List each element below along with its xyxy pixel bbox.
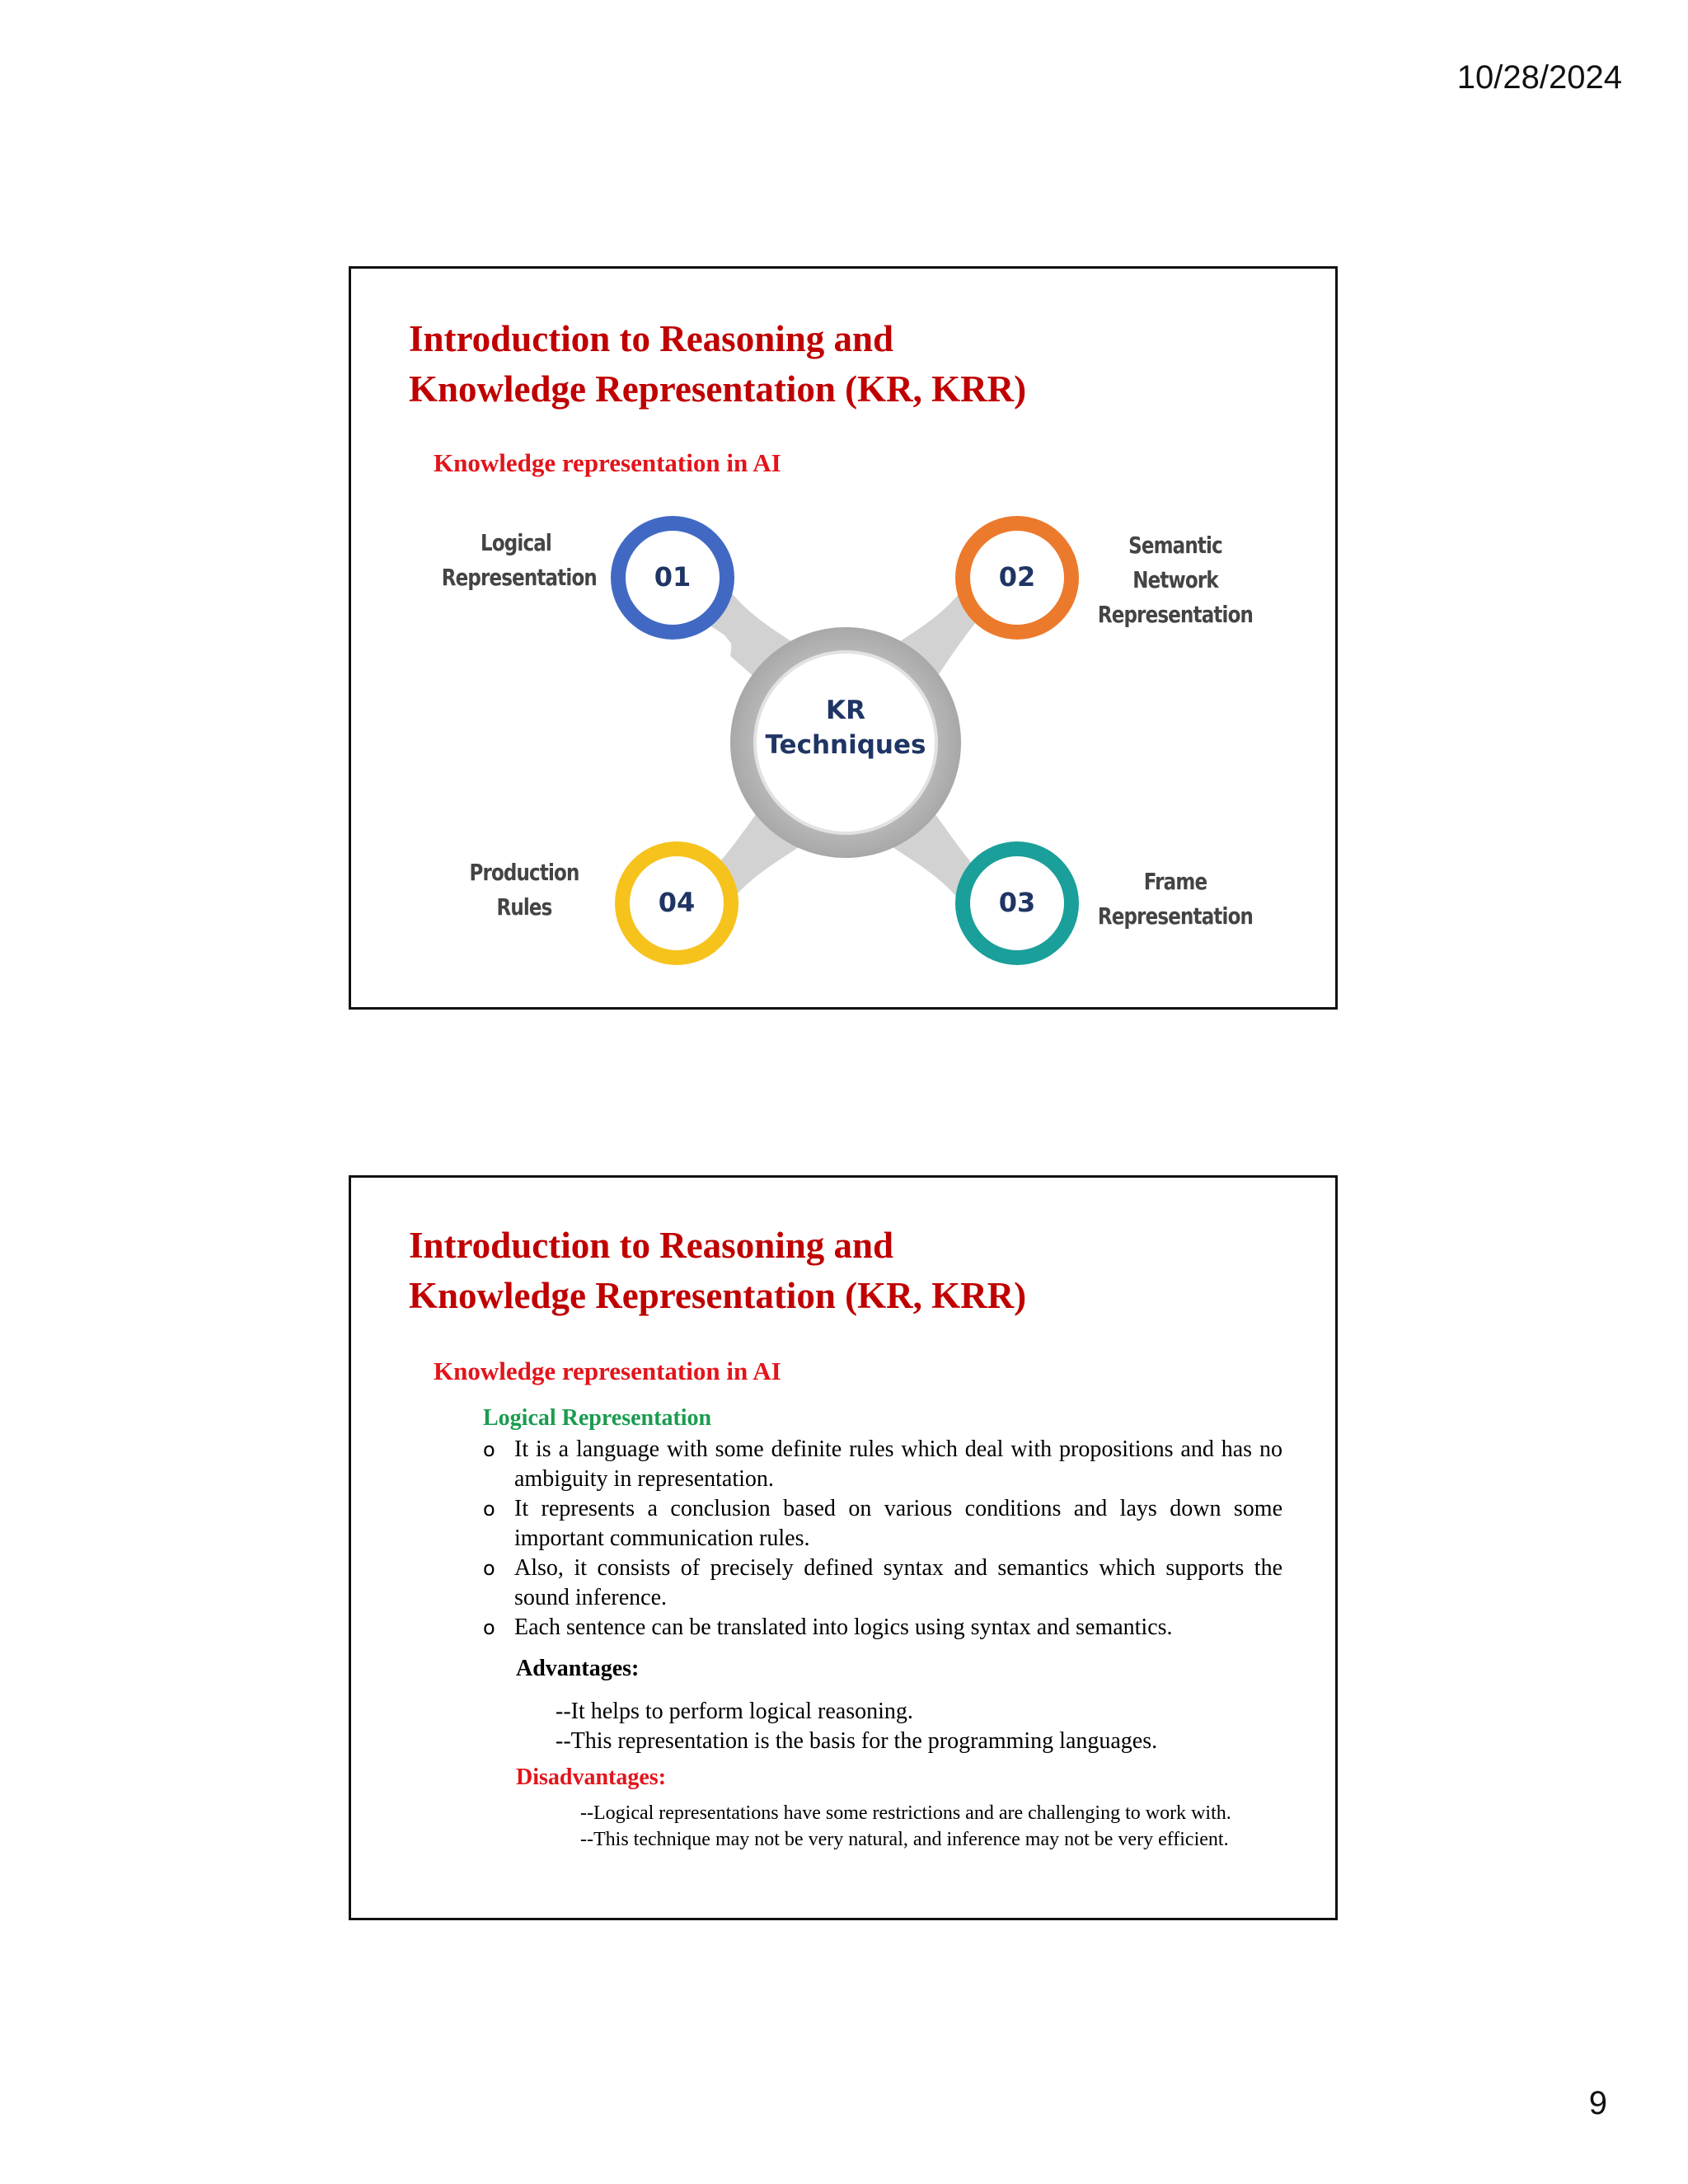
node-02-label-line-1: Semantic	[1128, 532, 1222, 559]
bullet-marker: o	[483, 1497, 495, 1521]
bullet-text: It is a language with some definite rules which deal with propositions and has no ambiguity in representation.	[514, 1436, 1282, 1492]
node-02-label-line-3: Representation	[1097, 601, 1254, 628]
slide-subheading: Knowledge representation in AI	[434, 448, 781, 477]
bullet-marker: o	[483, 1438, 495, 1461]
advantages-list	[556, 1697, 1157, 1756]
node-03-label-line-1: Frame	[1143, 868, 1207, 895]
bullet-text: It represents a conclusion based on various conditions and lays down some important communication rules.	[514, 1496, 1282, 1551]
node-04-label-line-1: Production	[469, 859, 579, 886]
page-date: 10/28/2024	[1456, 59, 1622, 96]
node-02-number: 02	[998, 561, 1036, 593]
center-label-line-1: KR	[826, 696, 865, 725]
node-02-label-line-2: Network	[1132, 566, 1218, 593]
list-item: --It helps to perform logical reasoning.	[556, 1699, 913, 1724]
list-item	[483, 1613, 1282, 1643]
bullet-text: Each sentence can be translated into logics using syntax and semantics.	[514, 1615, 1173, 1640]
slide-title-line-1: Introduction to Reasoning and	[409, 318, 894, 359]
slide-title-line-1: Introduction to Reasoning and	[409, 1225, 894, 1266]
center-label-line-2: Techniques	[765, 730, 926, 760]
center-label	[747, 693, 945, 762]
node-02-label	[1095, 528, 1257, 632]
slide-kr-techniques	[349, 266, 1338, 1010]
node-03-label-line-2: Representation	[1097, 902, 1254, 930]
node-04-number: 04	[658, 887, 696, 918]
node-04-label	[457, 855, 592, 925]
list-item	[483, 1435, 1282, 1494]
bullet-marker: o	[483, 1557, 495, 1580]
list-item	[483, 1494, 1282, 1554]
node-01-label-line-2: Representation	[441, 564, 597, 591]
slide-subheading: Knowledge representation in AI	[434, 1357, 781, 1385]
list-item	[483, 1554, 1282, 1613]
bullet-text: Also, it consists of precisely defined syntax and semantics which supports the sound inference.	[514, 1555, 1282, 1610]
list-item: --This technique may not be very natural, and inference may not be very efficient.	[580, 1829, 1229, 1850]
bullet-list	[483, 1435, 1282, 1643]
node-03-label	[1095, 865, 1257, 934]
list-item: --This representation is the basis for the programming languages.	[556, 1728, 1158, 1754]
advantages-title: Advantages:	[516, 1656, 640, 1681]
slide-title-line-2: Knowledge Representation (KR, KRR)	[409, 1275, 1027, 1316]
disadvantages-title: Disadvantages:	[516, 1765, 667, 1790]
node-03-number: 03	[998, 887, 1036, 918]
slide-logical-representation	[349, 1175, 1338, 1920]
node-04-label-line-2: Rules	[496, 893, 552, 921]
node-01-label	[441, 526, 597, 595]
slide-title-line-2: Knowledge Representation (KR, KRR)	[409, 368, 1027, 410]
disadvantages-list	[580, 1800, 1256, 1853]
bullet-marker: o	[483, 1616, 495, 1639]
node-01-label-line-1: Logical	[481, 529, 551, 556]
list-item: --Logical representations have some restrictions and are challenging to work with.	[580, 1802, 1231, 1824]
kr-techniques-diagram	[351, 269, 1340, 1010]
section-title: Logical Representation	[483, 1405, 712, 1431]
node-01-number: 01	[654, 561, 692, 593]
slide-title	[409, 1221, 1026, 1321]
page-number: 9	[1588, 2085, 1607, 2121]
